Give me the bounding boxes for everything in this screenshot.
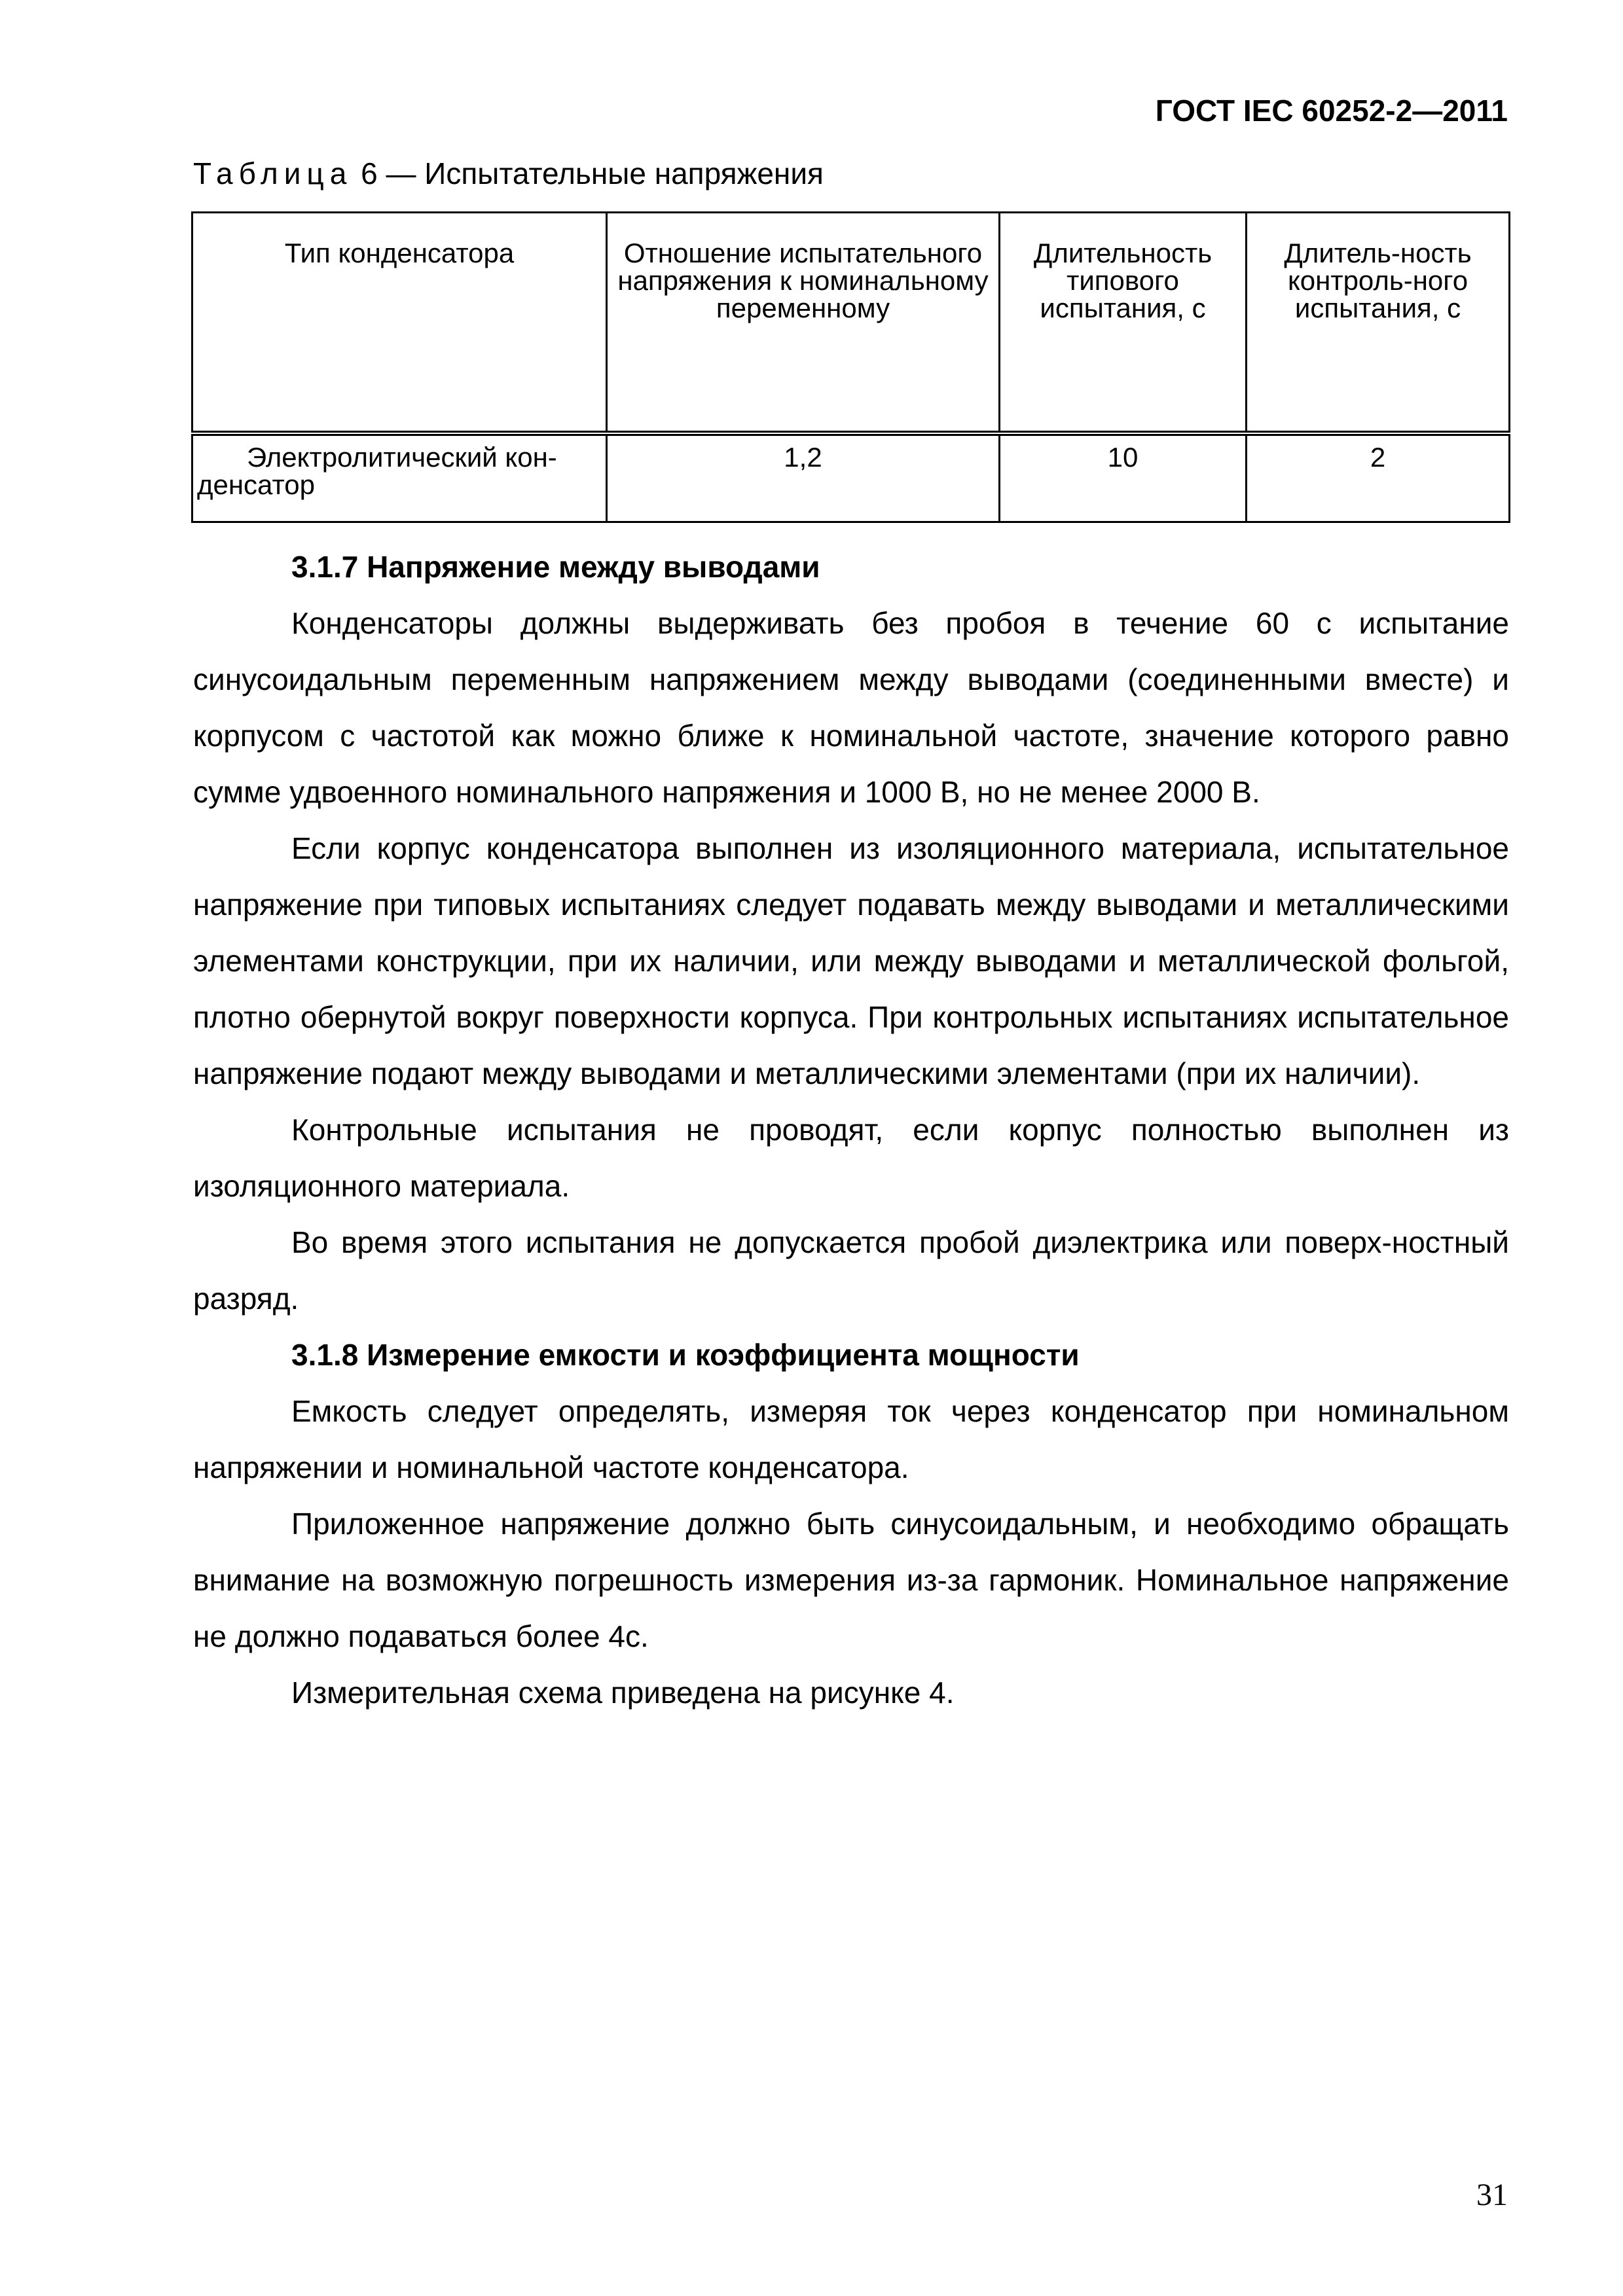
table-caption bbox=[193, 156, 824, 191]
column-header-ratio: Отношение испытательного напряжения к номинальному переменному bbox=[607, 213, 1000, 434]
paragraph: Приложенное напряжение должно быть синусоидальным, и необходимо обращать внимание на возможную погрешность измерения из-за гармоник. Номинальное напряжение не должно подаваться более 4с. bbox=[193, 1507, 1509, 1653]
column-header-type: Тип конденсатора bbox=[192, 213, 607, 434]
table-row bbox=[192, 433, 1510, 522]
column-header-type-test-duration: Длительность типового испытания, с bbox=[1000, 213, 1247, 434]
cell-capacitor-type: Электролитический кон-денсатор bbox=[192, 433, 607, 522]
paragraph: Если корпус конденсатора выполнен из изоляционного материала, испытательное напряжение при типовых испытаниях следует подавать между выводами и металлическими элементами конструкции, при их наличии, или между выводами и металлической фольгой, плотно обернутой вокруг поверхности корпуса. При контрольных испытаниях испытательное напряжение подают между выводами и металлическими элементами (при их наличии). bbox=[193, 831, 1509, 1090]
paragraph: Во время этого испытания не допускается пробой диэлектрика или поверх-ностный разряд. bbox=[193, 1225, 1509, 1316]
paragraph: Емкость следует определять, измеряя ток через конденсатор при номинальном напряжении и номинальной частоте конденсатора. bbox=[193, 1394, 1509, 1484]
section-heading-3-1-7: 3.1.7 Напряжение между выводами bbox=[291, 550, 820, 584]
table-header-row bbox=[192, 213, 1510, 434]
cell-routine-test-duration: 2 bbox=[1247, 433, 1510, 522]
paragraph: Контрольные испытания не проводят, если корпус полностью выполнен из изоляционного материала. bbox=[193, 1113, 1509, 1203]
test-voltage-table bbox=[191, 211, 1510, 523]
section-heading-3-1-8: 3.1.8 Измерение емкости и коэффициента мощности bbox=[291, 1338, 1080, 1372]
paragraph: Измерительная схема приведена на рисунке 4. bbox=[291, 1676, 955, 1710]
document-number: ГОСТ IEC 60252-2—2011 bbox=[1155, 94, 1508, 128]
paragraph: Конденсаторы должны выдерживать без пробоя в течение 60 с испытание синусоидальным переменным напряжением между выводами (соединенными вместе) и корпусом с частотой как можно ближе к номинальной частоте, значение которого равно сумме удвоенного номинального напряжения и 1000 В, но не менее 2000 В. bbox=[193, 606, 1509, 809]
cell-ratio: 1,2 bbox=[607, 433, 1000, 522]
table-caption-word: Таблица bbox=[193, 156, 353, 190]
page-number: 31 bbox=[1476, 2178, 1508, 2212]
table-caption-title: 6 — Испытательные напряжения bbox=[352, 156, 824, 190]
body-text bbox=[193, 539, 1509, 1721]
cell-type-test-duration: 10 bbox=[1000, 433, 1247, 522]
column-header-routine-test-duration: Длитель-ность контроль-ного испытания, с bbox=[1247, 213, 1510, 434]
